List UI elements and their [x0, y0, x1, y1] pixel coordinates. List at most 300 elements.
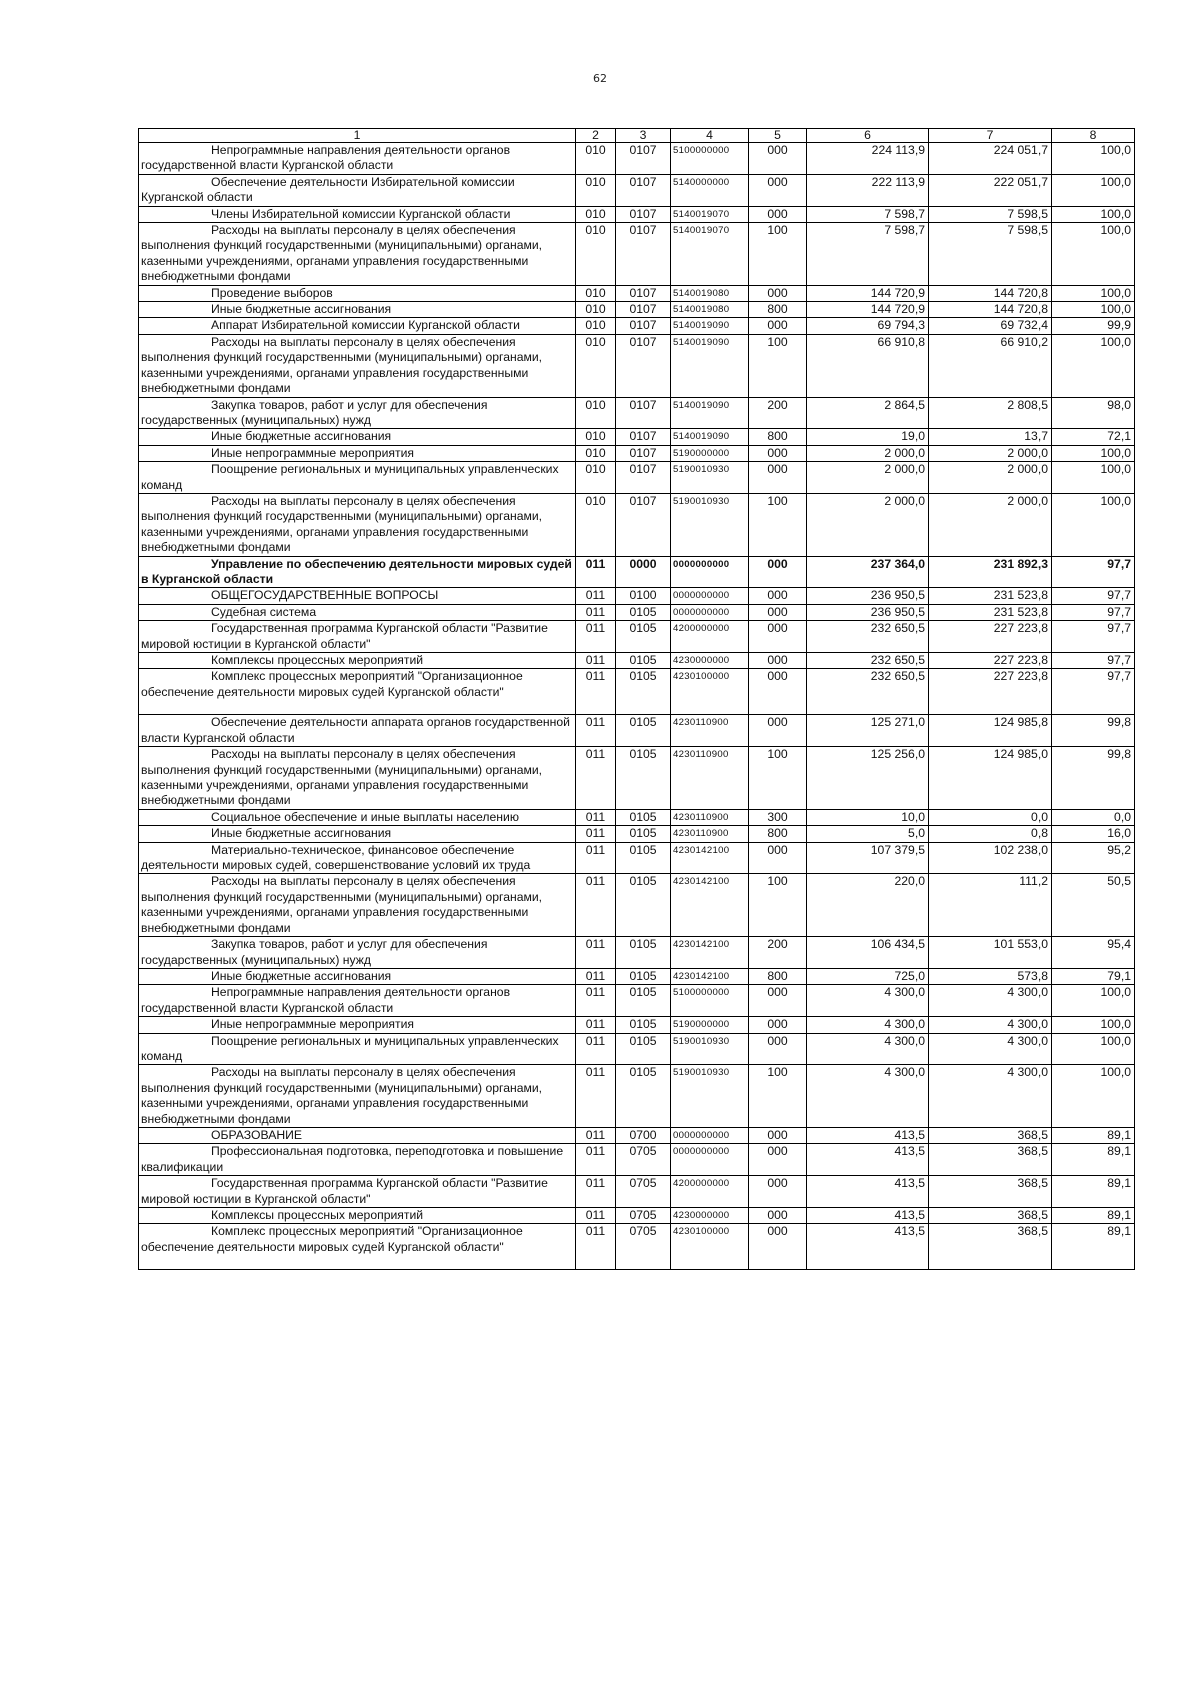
row-description: Государственная программа Курганской области "Развитие мировой юстиции в Курганской области": [139, 621, 576, 653]
table-row: [139, 334, 1135, 397]
execution-percent: 50,5: [1052, 874, 1135, 937]
target-article-code: 4230000000: [671, 1208, 749, 1224]
expense-type-code: 000: [749, 842, 807, 874]
chapter-code: 011: [576, 968, 616, 984]
execution-percent: 100,0: [1052, 1033, 1135, 1065]
section-code: 0105: [616, 809, 671, 825]
execution-percent: 89,1: [1052, 1208, 1135, 1224]
planned-amount: 19,0: [807, 429, 929, 445]
chapter-code: 010: [576, 206, 616, 222]
planned-amount: 237 364,0: [807, 556, 929, 588]
expense-type-code: 100: [749, 747, 807, 810]
row-description: Обеспечение деятельности аппарата органов государственной власти Курганской области: [139, 715, 576, 747]
expense-type-code: 000: [749, 1208, 807, 1224]
planned-amount: 4 300,0: [807, 985, 929, 1017]
planned-amount: 10,0: [807, 809, 929, 825]
chapter-code: 011: [576, 621, 616, 653]
target-article-code: 4230142100: [671, 968, 749, 984]
planned-amount: 224 113,9: [807, 143, 929, 175]
planned-amount: 2 000,0: [807, 445, 929, 461]
expense-type-code: 000: [749, 556, 807, 588]
chapter-code: 011: [576, 715, 616, 747]
executed-amount: 0,8: [929, 826, 1052, 842]
execution-percent: 95,4: [1052, 937, 1135, 969]
row-description: Поощрение региональных и муниципальных управленческих команд: [139, 462, 576, 494]
row-description: Члены Избирательной комиссии Курганской области: [139, 206, 576, 222]
row-description: ОБРАЗОВАНИЕ: [139, 1127, 576, 1143]
expense-type-code: 800: [749, 429, 807, 445]
planned-amount: 232 650,5: [807, 621, 929, 653]
row-description: Профессиональная подготовка, переподготовка и повышение квалификации: [139, 1144, 576, 1176]
target-article-code: 4230110900: [671, 809, 749, 825]
target-article-code: 5190010930: [671, 1065, 749, 1128]
planned-amount: 125 271,0: [807, 715, 929, 747]
row-description: Иные бюджетные ассигнования: [139, 826, 576, 842]
target-article-code: 5140019080: [671, 285, 749, 301]
row-description: Комплекс процессных мероприятий "Организационное обеспечение деятельности мировых судей Курганской области": [139, 1224, 576, 1270]
table-row: [139, 653, 1135, 669]
expense-type-code: 000: [749, 285, 807, 301]
planned-amount: 7 598,7: [807, 223, 929, 286]
executed-amount: 231 523,8: [929, 604, 1052, 620]
section-code: 0705: [616, 1144, 671, 1176]
chapter-code: 010: [576, 334, 616, 397]
chapter-code: 011: [576, 1065, 616, 1128]
chapter-code: 011: [576, 1033, 616, 1065]
section-code: 0700: [616, 1127, 671, 1143]
section-code: 0105: [616, 937, 671, 969]
target-article-code: 0000000000: [671, 588, 749, 604]
executed-amount: 368,5: [929, 1144, 1052, 1176]
chapter-code: 011: [576, 842, 616, 874]
target-article-code: 5190000000: [671, 445, 749, 461]
section-code: 0107: [616, 223, 671, 286]
table-row: [139, 493, 1135, 556]
expense-type-code: 000: [749, 604, 807, 620]
target-article-code: 4230110900: [671, 715, 749, 747]
header-cell: 7: [929, 129, 1052, 143]
section-code: 0105: [616, 669, 671, 715]
expense-type-code: 100: [749, 223, 807, 286]
execution-percent: 100,0: [1052, 143, 1135, 175]
chapter-code: 010: [576, 493, 616, 556]
expense-type-code: 000: [749, 1033, 807, 1065]
chapter-code: 011: [576, 653, 616, 669]
chapter-code: 011: [576, 874, 616, 937]
expense-type-code: 000: [749, 1224, 807, 1270]
target-article-code: 5190010930: [671, 462, 749, 494]
executed-amount: 368,5: [929, 1208, 1052, 1224]
chapter-code: 011: [576, 1017, 616, 1033]
expense-type-code: 100: [749, 334, 807, 397]
table-row: [139, 1033, 1135, 1065]
chapter-code: 010: [576, 318, 616, 334]
table-row: [139, 223, 1135, 286]
executed-amount: 368,5: [929, 1224, 1052, 1270]
target-article-code: 5140019090: [671, 334, 749, 397]
section-code: 0705: [616, 1224, 671, 1270]
header-cell: 6: [807, 129, 929, 143]
chapter-code: 010: [576, 429, 616, 445]
chapter-code: 011: [576, 809, 616, 825]
row-description: Иные бюджетные ассигнования: [139, 429, 576, 445]
target-article-code: 5140019090: [671, 318, 749, 334]
section-code: 0105: [616, 842, 671, 874]
target-article-code: 4230100000: [671, 1224, 749, 1270]
section-code: 0107: [616, 143, 671, 175]
executed-amount: 573,8: [929, 968, 1052, 984]
table-row: [139, 1065, 1135, 1128]
table-row: [139, 285, 1135, 301]
chapter-code: 011: [576, 747, 616, 810]
row-description: Непрограммные направления деятельности органов государственной власти Курганской области: [139, 985, 576, 1017]
planned-amount: 220,0: [807, 874, 929, 937]
planned-amount: 4 300,0: [807, 1065, 929, 1128]
table-row: [139, 206, 1135, 222]
section-code: 0105: [616, 747, 671, 810]
execution-percent: 97,7: [1052, 556, 1135, 588]
executed-amount: 2 808,5: [929, 397, 1052, 429]
execution-percent: 97,7: [1052, 621, 1135, 653]
planned-amount: 125 256,0: [807, 747, 929, 810]
row-description: Проведение выборов: [139, 285, 576, 301]
executed-amount: 144 720,8: [929, 302, 1052, 318]
expense-type-code: 800: [749, 826, 807, 842]
header-cell: 8: [1052, 129, 1135, 143]
expense-type-code: 000: [749, 669, 807, 715]
row-description: Аппарат Избирательной комиссии Курганской области: [139, 318, 576, 334]
row-description: Материально-техническое, финансовое обеспечение деятельности мировых судей, совершенствование условий их труда: [139, 842, 576, 874]
execution-percent: 72,1: [1052, 429, 1135, 445]
table-row: [139, 874, 1135, 937]
header-cell: 2: [576, 129, 616, 143]
section-code: 0107: [616, 285, 671, 301]
execution-percent: 89,1: [1052, 1176, 1135, 1208]
executed-amount: 2 000,0: [929, 493, 1052, 556]
table-row: [139, 985, 1135, 1017]
section-code: 0000: [616, 556, 671, 588]
execution-percent: 99,9: [1052, 318, 1135, 334]
planned-amount: 144 720,9: [807, 302, 929, 318]
row-description: Закупка товаров, работ и услуг для обеспечения государственных (муниципальных) нужд: [139, 937, 576, 969]
table-row: [139, 588, 1135, 604]
expense-type-code: 100: [749, 874, 807, 937]
executed-amount: 2 000,0: [929, 462, 1052, 494]
execution-percent: 99,8: [1052, 747, 1135, 810]
row-description: Расходы на выплаты персоналу в целях обеспечения выполнения функций государственными (муниципальными) органами, казенными учреждениями, органами управления государственными внебюджетными фондами: [139, 334, 576, 397]
chapter-code: 011: [576, 1127, 616, 1143]
execution-percent: 16,0: [1052, 826, 1135, 842]
execution-percent: 98,0: [1052, 397, 1135, 429]
chapter-code: 011: [576, 669, 616, 715]
row-description: Комплекс процессных мероприятий "Организационное обеспечение деятельности мировых судей Курганской области": [139, 669, 576, 715]
row-description: Расходы на выплаты персоналу в целях обеспечения выполнения функций государственными (муниципальными) органами, казенными учреждениями, органами управления государственными внебюджетными фондами: [139, 1065, 576, 1128]
execution-percent: 100,0: [1052, 302, 1135, 318]
planned-amount: 107 379,5: [807, 842, 929, 874]
expense-type-code: 000: [749, 462, 807, 494]
target-article-code: 5140019070: [671, 223, 749, 286]
target-article-code: 5140019080: [671, 302, 749, 318]
section-code: 0107: [616, 302, 671, 318]
section-code: 0105: [616, 715, 671, 747]
executed-amount: 7 598,5: [929, 223, 1052, 286]
execution-percent: 100,0: [1052, 334, 1135, 397]
section-code: 0105: [616, 1033, 671, 1065]
execution-percent: 89,1: [1052, 1224, 1135, 1270]
row-description: Комплексы процессных мероприятий: [139, 653, 576, 669]
target-article-code: 5140000000: [671, 174, 749, 206]
execution-percent: 0,0: [1052, 809, 1135, 825]
executed-amount: 144 720,8: [929, 285, 1052, 301]
section-code: 0705: [616, 1208, 671, 1224]
chapter-code: 010: [576, 174, 616, 206]
target-article-code: 4200000000: [671, 621, 749, 653]
table-row: [139, 556, 1135, 588]
row-description: Иные непрограммные мероприятия: [139, 445, 576, 461]
target-article-code: 5140019090: [671, 397, 749, 429]
table-row: [139, 715, 1135, 747]
section-code: 0107: [616, 318, 671, 334]
chapter-code: 011: [576, 604, 616, 620]
header-cell: 3: [616, 129, 671, 143]
planned-amount: 144 720,9: [807, 285, 929, 301]
expense-type-code: 100: [749, 493, 807, 556]
chapter-code: 011: [576, 556, 616, 588]
target-article-code: 5140019070: [671, 206, 749, 222]
execution-percent: 100,0: [1052, 985, 1135, 1017]
section-code: 0105: [616, 826, 671, 842]
target-article-code: 5140019090: [671, 429, 749, 445]
execution-percent: 100,0: [1052, 174, 1135, 206]
budget-table: [138, 128, 1135, 1270]
target-article-code: 4230000000: [671, 653, 749, 669]
planned-amount: 2 000,0: [807, 462, 929, 494]
executed-amount: 2 000,0: [929, 445, 1052, 461]
expense-type-code: 300: [749, 809, 807, 825]
planned-amount: 413,5: [807, 1224, 929, 1270]
executed-amount: 4 300,0: [929, 985, 1052, 1017]
table-row: [139, 1208, 1135, 1224]
execution-percent: 99,8: [1052, 715, 1135, 747]
executed-amount: 368,5: [929, 1176, 1052, 1208]
table-row: [139, 174, 1135, 206]
execution-percent: 97,7: [1052, 653, 1135, 669]
expense-type-code: 000: [749, 1127, 807, 1143]
planned-amount: 66 910,8: [807, 334, 929, 397]
row-description: Расходы на выплаты персоналу в целях обеспечения выполнения функций государственными (муниципальными) органами, казенными учреждениями, органами управления государственными внебюджетными фондами: [139, 493, 576, 556]
planned-amount: 413,5: [807, 1176, 929, 1208]
execution-percent: 100,0: [1052, 223, 1135, 286]
executed-amount: 124 985,8: [929, 715, 1052, 747]
executed-amount: 13,7: [929, 429, 1052, 445]
table-row: [139, 318, 1135, 334]
row-description: Расходы на выплаты персоналу в целях обеспечения выполнения функций государственными (муниципальными) органами, казенными учреждениями, органами управления государственными внебюджетными фондами: [139, 874, 576, 937]
chapter-code: 010: [576, 397, 616, 429]
execution-percent: 100,0: [1052, 285, 1135, 301]
table-row: [139, 1127, 1135, 1143]
expense-type-code: 100: [749, 1065, 807, 1128]
execution-percent: 100,0: [1052, 493, 1135, 556]
table-row: [139, 302, 1135, 318]
header-row: [139, 129, 1135, 143]
section-code: 0105: [616, 874, 671, 937]
chapter-code: 010: [576, 143, 616, 175]
target-article-code: 4230142100: [671, 842, 749, 874]
chapter-code: 011: [576, 985, 616, 1017]
execution-percent: 100,0: [1052, 206, 1135, 222]
table-row: [139, 1224, 1135, 1270]
table-row: [139, 143, 1135, 175]
target-article-code: 4230100000: [671, 669, 749, 715]
section-code: 0107: [616, 493, 671, 556]
header-cell: 4: [671, 129, 749, 143]
target-article-code: 0000000000: [671, 556, 749, 588]
executed-amount: 7 598,5: [929, 206, 1052, 222]
expense-type-code: 200: [749, 937, 807, 969]
execution-percent: 100,0: [1052, 1017, 1135, 1033]
target-article-code: 0000000000: [671, 604, 749, 620]
target-article-code: 5190010930: [671, 1033, 749, 1065]
expense-type-code: 000: [749, 985, 807, 1017]
chapter-code: 011: [576, 1208, 616, 1224]
row-description: Управление по обеспечению деятельности мировых судей в Курганской области: [139, 556, 576, 588]
target-article-code: 0000000000: [671, 1127, 749, 1143]
execution-percent: 100,0: [1052, 445, 1135, 461]
executed-amount: 4 300,0: [929, 1017, 1052, 1033]
section-code: 0105: [616, 1017, 671, 1033]
planned-amount: 413,5: [807, 1144, 929, 1176]
section-code: 0105: [616, 985, 671, 1017]
section-code: 0107: [616, 206, 671, 222]
executed-amount: 222 051,7: [929, 174, 1052, 206]
chapter-code: 011: [576, 937, 616, 969]
expense-type-code: 000: [749, 445, 807, 461]
header-cell: 5: [749, 129, 807, 143]
execution-percent: 97,7: [1052, 604, 1135, 620]
expense-type-code: 800: [749, 302, 807, 318]
planned-amount: 2 000,0: [807, 493, 929, 556]
executed-amount: 101 553,0: [929, 937, 1052, 969]
table-row: [139, 809, 1135, 825]
table-row: [139, 462, 1135, 494]
planned-amount: 2 864,5: [807, 397, 929, 429]
chapter-code: 010: [576, 462, 616, 494]
table-row: [139, 604, 1135, 620]
table-row: [139, 1144, 1135, 1176]
table-row: [139, 937, 1135, 969]
executed-amount: 124 985,0: [929, 747, 1052, 810]
table-row: [139, 968, 1135, 984]
table-row: [139, 621, 1135, 653]
expense-type-code: 000: [749, 143, 807, 175]
expense-type-code: 000: [749, 715, 807, 747]
expense-type-code: 000: [749, 1017, 807, 1033]
target-article-code: 4230110900: [671, 747, 749, 810]
expense-type-code: 000: [749, 206, 807, 222]
execution-percent: 97,7: [1052, 669, 1135, 715]
execution-percent: 89,1: [1052, 1127, 1135, 1143]
expense-type-code: 000: [749, 653, 807, 669]
section-code: 0107: [616, 462, 671, 494]
section-code: 0105: [616, 604, 671, 620]
row-description: Государственная программа Курганской области "Развитие мировой юстиции в Курганской области": [139, 1176, 576, 1208]
table-row: [139, 1176, 1135, 1208]
table-row: [139, 429, 1135, 445]
planned-amount: 69 794,3: [807, 318, 929, 334]
executed-amount: 111,2: [929, 874, 1052, 937]
chapter-code: 011: [576, 1144, 616, 1176]
planned-amount: 236 950,5: [807, 604, 929, 620]
target-article-code: 5190000000: [671, 1017, 749, 1033]
chapter-code: 010: [576, 445, 616, 461]
chapter-code: 010: [576, 302, 616, 318]
chapter-code: 011: [576, 1224, 616, 1270]
table-row: [139, 1017, 1135, 1033]
expense-type-code: 000: [749, 174, 807, 206]
row-description: Расходы на выплаты персоналу в целях обеспечения выполнения функций государственными (муниципальными) органами, казенными учреждениями, органами управления государственными внебюджетными фондами: [139, 747, 576, 810]
row-description: Комплексы процессных мероприятий: [139, 1208, 576, 1224]
executed-amount: 227 223,8: [929, 653, 1052, 669]
execution-percent: 100,0: [1052, 1065, 1135, 1128]
chapter-code: 010: [576, 223, 616, 286]
executed-amount: 102 238,0: [929, 842, 1052, 874]
row-description: Социальное обеспечение и иные выплаты населению: [139, 809, 576, 825]
planned-amount: 5,0: [807, 826, 929, 842]
row-description: Расходы на выплаты персоналу в целях обеспечения выполнения функций государственными (муниципальными) органами, казенными учреждениями, органами управления государственными внебюджетными фондами: [139, 223, 576, 286]
planned-amount: 232 650,5: [807, 653, 929, 669]
target-article-code: 4230142100: [671, 874, 749, 937]
section-code: 0107: [616, 174, 671, 206]
execution-percent: 95,2: [1052, 842, 1135, 874]
row-description: Иные непрограммные мероприятия: [139, 1017, 576, 1033]
executed-amount: 231 892,3: [929, 556, 1052, 588]
table-row: [139, 669, 1135, 715]
row-description: ОБЩЕГОСУДАРСТВЕННЫЕ ВОПРОСЫ: [139, 588, 576, 604]
executed-amount: 227 223,8: [929, 669, 1052, 715]
expense-type-code: 000: [749, 1144, 807, 1176]
section-code: 0107: [616, 397, 671, 429]
executed-amount: 69 732,4: [929, 318, 1052, 334]
row-description: Иные бюджетные ассигнования: [139, 302, 576, 318]
planned-amount: 222 113,9: [807, 174, 929, 206]
row-description: Обеспечение деятельности Избирательной комиссии Курганской области: [139, 174, 576, 206]
planned-amount: 725,0: [807, 968, 929, 984]
section-code: 0105: [616, 968, 671, 984]
executed-amount: 0,0: [929, 809, 1052, 825]
section-code: 0107: [616, 429, 671, 445]
execution-percent: 100,0: [1052, 462, 1135, 494]
section-code: 0105: [616, 1065, 671, 1128]
section-code: 0105: [616, 653, 671, 669]
executed-amount: 231 523,8: [929, 588, 1052, 604]
table-row: [139, 445, 1135, 461]
table-row: [139, 826, 1135, 842]
planned-amount: 413,5: [807, 1208, 929, 1224]
target-article-code: 0000000000: [671, 1144, 749, 1176]
row-description: Закупка товаров, работ и услуг для обеспечения государственных (муниципальных) нужд: [139, 397, 576, 429]
table-row: [139, 747, 1135, 810]
executed-amount: 66 910,2: [929, 334, 1052, 397]
section-code: 0107: [616, 334, 671, 397]
execution-percent: 79,1: [1052, 968, 1135, 984]
row-description: Поощрение региональных и муниципальных управленческих команд: [139, 1033, 576, 1065]
section-code: 0105: [616, 621, 671, 653]
planned-amount: 4 300,0: [807, 1017, 929, 1033]
chapter-code: 011: [576, 826, 616, 842]
table-row: [139, 397, 1135, 429]
executed-amount: 4 300,0: [929, 1033, 1052, 1065]
executed-amount: 227 223,8: [929, 621, 1052, 653]
